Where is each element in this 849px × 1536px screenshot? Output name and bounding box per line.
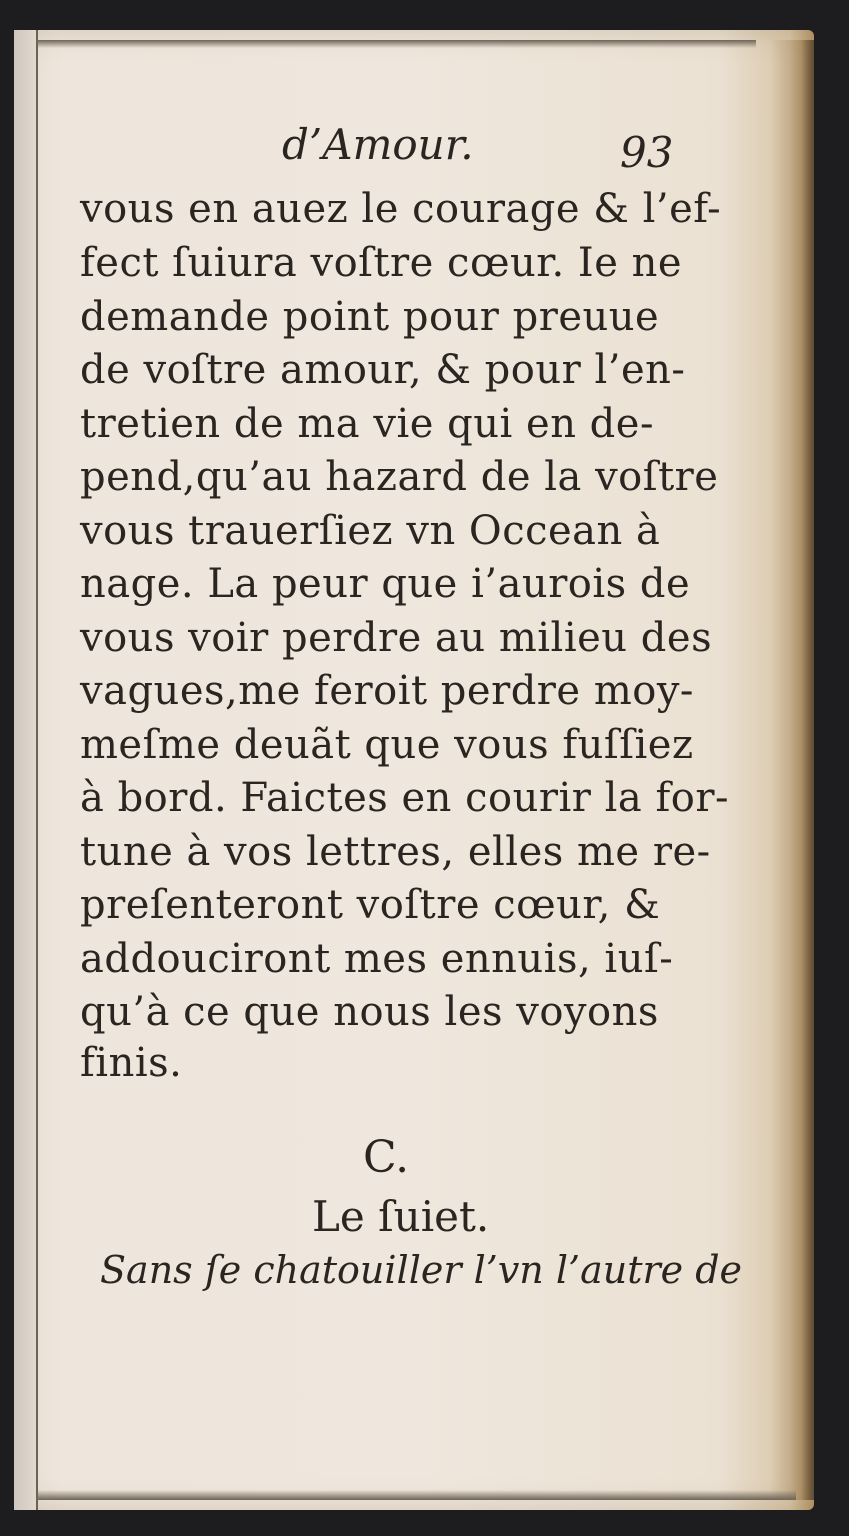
- section-subject: Le ſuiet.: [312, 1192, 490, 1241]
- body-line: qu’à ce que nous les voyons: [80, 989, 659, 1035]
- section-mark: C.: [363, 1132, 410, 1183]
- body-line: demande point pour preuue: [80, 294, 660, 340]
- body-line: vous en auez le courage & l’ef-: [80, 186, 722, 232]
- page-bottom-edge: [36, 1490, 796, 1500]
- body-line: vous trauerſiez vn Occean à: [80, 508, 661, 554]
- running-head: d’Amour.: [282, 120, 474, 169]
- body-line: vagues,me feroit perdre moy-: [80, 668, 694, 714]
- body-line: vous voir perdre au milieu des: [80, 615, 713, 661]
- body-line: à bord. Faictes en courir la for-: [80, 775, 729, 821]
- body-line: fect ſuiura voſtre cœur. Ie ne: [80, 240, 683, 286]
- body-line: finis.: [80, 1040, 183, 1086]
- page-number: 93: [620, 128, 674, 177]
- page-edge-shadow: [770, 40, 814, 1500]
- body-line: addouciront mes ennuis, iuſ-: [80, 936, 674, 982]
- body-line: pend,qu’au hazard de la voſtre: [80, 454, 719, 500]
- body-line: meſme deuãt que vous fuſſiez: [80, 722, 694, 768]
- page-top-edge: [36, 40, 756, 48]
- body-line: de voſtre amour, & pour l’en-: [80, 347, 686, 393]
- body-line: nage. La peur que i’aurois de: [80, 561, 691, 607]
- book-gutter: [14, 30, 38, 1510]
- body-line: tune à vos lettres, elles me re-: [80, 829, 711, 875]
- body-line: preſenteront voſtre cœur, &: [80, 882, 661, 928]
- body-line: tretien de ma vie qui en de-: [80, 401, 654, 447]
- catch-line: Sans ſe chatouiller l’vn l’autre de: [100, 1248, 743, 1292]
